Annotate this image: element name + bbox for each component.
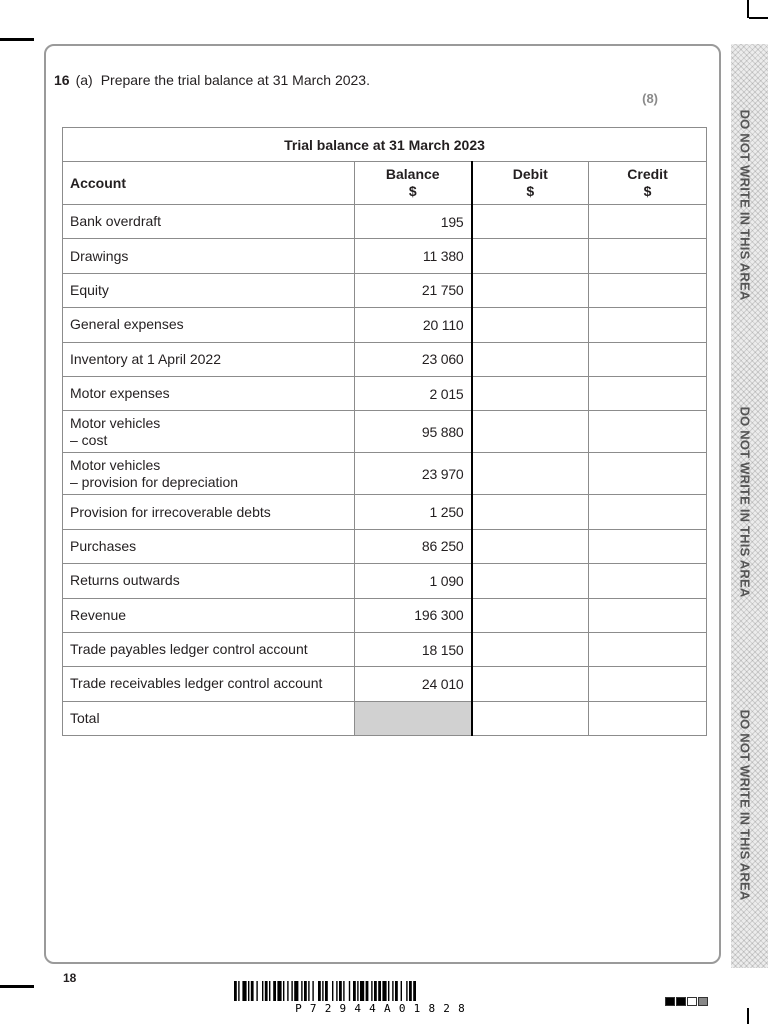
table-row [63, 376, 707, 410]
credit-entry[interactable] [589, 376, 707, 410]
total-balance-shaded [355, 701, 472, 735]
barcode-bar [318, 981, 321, 1001]
barcode-bar [308, 981, 309, 1001]
balance-value: 1 250 [355, 495, 472, 529]
barcode-text: P72944A01828 [295, 1002, 473, 1015]
account-name: Trade receivables ledger control account [63, 667, 355, 701]
progress-box [698, 997, 708, 1006]
credit-entry[interactable] [589, 205, 707, 239]
barcode-bar [262, 981, 263, 1001]
table-row [63, 308, 707, 342]
credit-entry[interactable] [589, 239, 707, 273]
trial-balance-table [62, 127, 707, 736]
margin-warning-text: DO NOT WRITE IN THIS AREA [737, 109, 753, 301]
account-name: Motor expenses [63, 376, 355, 410]
account-name: General expenses [63, 308, 355, 342]
account-name-line2: – provision for depreciation [70, 473, 239, 490]
question-prompt [54, 72, 370, 88]
barcode-bar [406, 981, 407, 1001]
account-name: Revenue [63, 598, 355, 632]
credit-entry[interactable] [589, 632, 707, 666]
barcode-bar [294, 981, 298, 1001]
account-name: Drawings [63, 239, 355, 273]
barcode-bar [273, 981, 276, 1001]
barcode-bar [256, 981, 257, 1001]
barcode-bar [242, 981, 246, 1001]
barcode-bar [291, 981, 292, 1001]
barcode-bar [265, 981, 268, 1001]
table-row [63, 667, 707, 701]
debit-entry[interactable] [472, 495, 589, 529]
barcode-bar [395, 981, 398, 1001]
header-credit-label: Credit [627, 166, 668, 182]
crop-mark-bottom [747, 1008, 749, 1024]
account-name: Provision for irrecoverable debts [63, 495, 355, 529]
table-title: Trial balance at 31 March 2023 [63, 128, 707, 162]
question-number: 16 [54, 72, 70, 88]
credit-entry[interactable] [589, 453, 707, 495]
margin-tab-bottom [0, 985, 34, 988]
header-balance-unit: $ [408, 183, 417, 199]
barcode-bars [234, 981, 534, 1001]
account-name-line1: Motor vehicles [70, 456, 161, 473]
balance-value: 1 090 [355, 564, 472, 598]
total-row [63, 701, 707, 735]
barcode-bar [238, 981, 239, 1001]
barcode-bar [343, 981, 344, 1001]
total-debit-entry[interactable] [472, 701, 589, 735]
margin-warning-text: DO NOT WRITE IN THIS AREA [737, 406, 753, 598]
debit-entry[interactable] [472, 453, 589, 495]
debit-entry[interactable] [472, 376, 589, 410]
barcode-bar [401, 981, 402, 1001]
debit-entry[interactable] [472, 598, 589, 632]
barcode-bar [234, 981, 237, 1001]
credit-entry[interactable] [589, 273, 707, 307]
barcode-bar [374, 981, 377, 1001]
barcode-bar [339, 981, 342, 1001]
account-name: Purchases [63, 529, 355, 563]
question-part: (a) [75, 72, 93, 88]
account-name-line1: Motor vehicles [70, 414, 161, 431]
question-text: Prepare the trial balance at 31 March 2023. [100, 72, 370, 88]
balance-value: 195 [355, 205, 472, 239]
debit-entry[interactable] [472, 239, 589, 273]
table-row [63, 411, 707, 453]
account-name [63, 411, 355, 453]
header-debit-label: Debit [512, 166, 548, 182]
barcode-bar [378, 981, 381, 1001]
table-row [63, 239, 707, 273]
table-row [63, 564, 707, 598]
account-name [63, 453, 355, 495]
debit-entry[interactable] [472, 529, 589, 563]
marks-label: (8) [642, 91, 658, 106]
barcode-bar [349, 981, 350, 1001]
barcode-bar [388, 981, 389, 1001]
barcode-bar [360, 981, 364, 1001]
barcode-bar [269, 981, 270, 1001]
credit-entry[interactable] [589, 529, 707, 563]
account-name: Returns outwards [63, 564, 355, 598]
barcode-bar [304, 981, 307, 1001]
barcode-bar [322, 981, 323, 1001]
table-row [63, 495, 707, 529]
balance-value: 196 300 [355, 598, 472, 632]
barcode-bar [248, 981, 249, 1001]
barcode-bar [382, 981, 386, 1001]
balance-value: 21 750 [355, 273, 472, 307]
table-row [63, 598, 707, 632]
table-row [63, 273, 707, 307]
balance-value: 18 150 [355, 632, 472, 666]
crop-mark-top [747, 0, 749, 18]
barcode-bar [413, 981, 416, 1001]
header-balance-label: Balance [385, 166, 440, 182]
table-row [63, 632, 707, 666]
debit-entry[interactable] [472, 564, 589, 598]
crop-mark-top-right [749, 17, 768, 19]
credit-entry[interactable] [589, 667, 707, 701]
credit-entry[interactable] [589, 598, 707, 632]
barcode-bar [392, 981, 393, 1001]
balance-value: 23 060 [355, 342, 472, 376]
table-header-row [63, 162, 707, 205]
total-credit-entry[interactable] [589, 701, 707, 735]
balance-value: 11 380 [355, 239, 472, 273]
progress-box [676, 997, 686, 1006]
balance-value: 2 015 [355, 376, 472, 410]
account-name: Bank overdraft [63, 205, 355, 239]
progress-box [665, 997, 675, 1006]
barcode [234, 981, 534, 1015]
balance-value: 23 970 [355, 453, 472, 495]
barcode-bar [312, 981, 313, 1001]
barcode-bar [371, 981, 372, 1001]
barcode-bar [251, 981, 254, 1001]
credit-entry[interactable] [589, 411, 707, 453]
debit-entry[interactable] [472, 342, 589, 376]
total-label: Total [63, 701, 355, 735]
barcode-bar [287, 981, 288, 1001]
table-title-row [63, 128, 707, 162]
credit-entry[interactable] [589, 564, 707, 598]
margin-tab-top [0, 38, 34, 41]
barcode-bar [283, 981, 284, 1001]
debit-entry[interactable] [472, 205, 589, 239]
header-balance [355, 162, 472, 205]
debit-entry[interactable] [472, 411, 589, 453]
account-name: Trade payables ledger control account [63, 632, 355, 666]
debit-entry[interactable] [472, 273, 589, 307]
barcode-bar [336, 981, 337, 1001]
barcode-bar [409, 981, 412, 1001]
progress-box [687, 997, 697, 1006]
table-row [63, 453, 707, 495]
account-name-line2: – cost [70, 431, 108, 448]
account-name: Inventory at 1 April 2022 [63, 342, 355, 376]
debit-entry[interactable] [472, 308, 589, 342]
barcode-bar [301, 981, 302, 1001]
credit-entry[interactable] [589, 495, 707, 529]
margin-warning-text: DO NOT WRITE IN THIS AREA [737, 709, 753, 901]
debit-entry[interactable] [472, 632, 589, 666]
barcode-bar [353, 981, 356, 1001]
header-credit [589, 162, 707, 205]
progress-boxes [665, 997, 709, 1006]
barcode-bar [332, 981, 333, 1001]
barcode-bar [277, 981, 281, 1001]
barcode-bar [357, 981, 358, 1001]
balance-value: 86 250 [355, 529, 472, 563]
balance-value: 95 880 [355, 411, 472, 453]
header-credit-unit: $ [643, 183, 652, 199]
credit-entry[interactable] [589, 342, 707, 376]
header-debit-unit: $ [526, 183, 535, 199]
table-row [63, 342, 707, 376]
header-debit [472, 162, 589, 205]
header-account: Account [63, 162, 355, 205]
barcode-bar [366, 981, 369, 1001]
table-row [63, 205, 707, 239]
balance-value: 20 110 [355, 308, 472, 342]
credit-entry[interactable] [589, 308, 707, 342]
page-number: 18 [63, 971, 77, 985]
barcode-bar [325, 981, 328, 1001]
table-row [63, 529, 707, 563]
debit-entry[interactable] [472, 667, 589, 701]
balance-value: 24 010 [355, 667, 472, 701]
account-name: Equity [63, 273, 355, 307]
